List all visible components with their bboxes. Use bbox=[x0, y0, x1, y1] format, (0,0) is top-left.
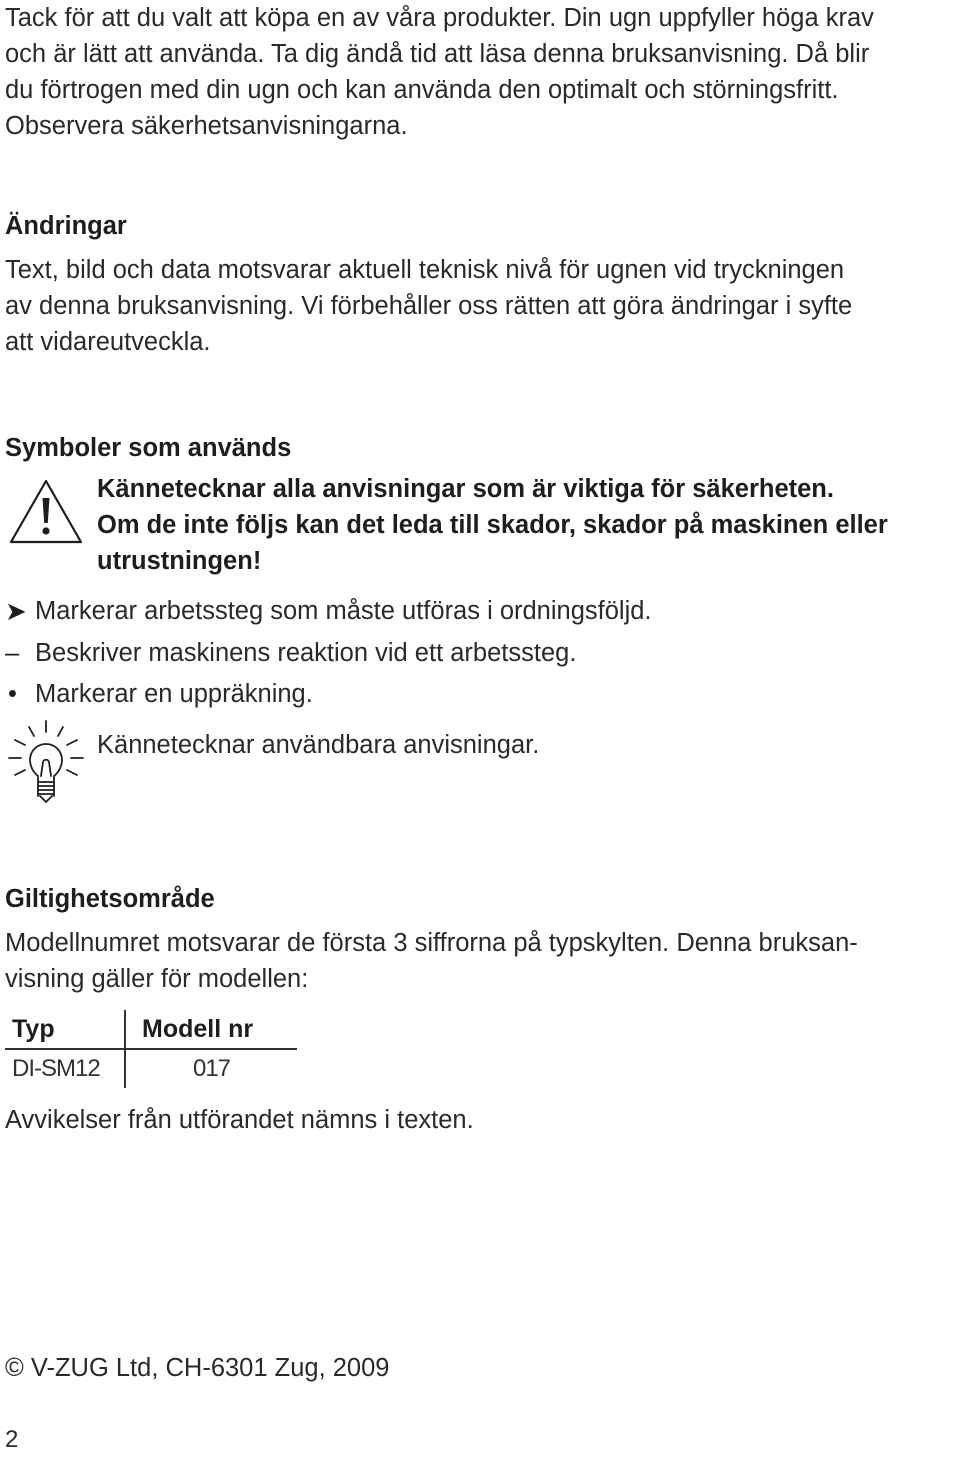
symbol-item-text: Markerar en uppräkning. bbox=[35, 680, 313, 708]
changes-line: Text, bild och data motsvarar aktuell teknisk nivå för ugnen vid tryckningen bbox=[5, 256, 845, 284]
changes-line: av denna bruksanvisning. Vi förbehåller oss rätten att göra ändringar i syfte bbox=[5, 292, 853, 320]
changes-heading: Ändringar bbox=[5, 212, 127, 240]
symbol-item-tip bbox=[97, 727, 539, 763]
copyright-text: © V-ZUG Ltd, CH-6301 Zug, 2009 bbox=[5, 1354, 390, 1382]
tip-text: Kännetecknar användbara anvisningar. bbox=[97, 731, 540, 759]
validity-section bbox=[5, 881, 955, 997]
table-cell-typ: DI-SM12 bbox=[12, 1055, 100, 1082]
table-header-modell: Modell nr bbox=[125, 1010, 297, 1049]
dash-icon: – bbox=[5, 639, 20, 667]
intro-line: du förtrogen med din ugn och kan använda den optimalt och störningsfritt. bbox=[5, 76, 839, 104]
warning-line: utrustningen! bbox=[97, 547, 262, 575]
symbols-section bbox=[5, 430, 955, 466]
table-cell-modell: 017 bbox=[125, 1049, 297, 1088]
symbol-item-arrow bbox=[5, 593, 652, 629]
intro-line: Tack för att du valt att köpa en av våra produkter. Din ugn uppfyller höga krav bbox=[5, 4, 874, 32]
validity-line: visning gäller för modellen: bbox=[5, 965, 309, 993]
table-header-row bbox=[5, 1010, 297, 1049]
table-row bbox=[5, 1049, 297, 1088]
changes-section bbox=[5, 208, 955, 360]
copyright bbox=[5, 1350, 955, 1386]
deviations-text: Avvikelser från utförandet nämns i texten. bbox=[5, 1106, 474, 1134]
symbol-item-bullet bbox=[5, 676, 313, 712]
arrow-icon: ➤ bbox=[5, 596, 27, 626]
bullet-icon: • bbox=[8, 680, 17, 708]
validity-heading: Giltighetsområde bbox=[5, 885, 215, 913]
symbol-item-dash bbox=[5, 635, 576, 671]
lightbulb-icon bbox=[5, 718, 87, 808]
warning-triangle-icon bbox=[8, 478, 84, 546]
symbol-item-text: Markerar arbetssteg som måste utföras i ordningsföljd. bbox=[35, 597, 652, 625]
warning-line: Kännetecknar alla anvisningar som är viktiga för säkerheten. bbox=[97, 475, 834, 503]
changes-line: att vidareutveckla. bbox=[5, 328, 211, 356]
intro-line: och är lätt att använda. Ta dig ändå tid att läsa denna bruksanvisning. Då blir bbox=[5, 40, 870, 68]
warning-line: Om de inte följs kan det leda till skador, skador på maskinen eller bbox=[97, 511, 888, 539]
page-number-text: 2 bbox=[5, 1426, 19, 1453]
intro-line: Observera säkerhetsanvisningarna. bbox=[5, 112, 408, 140]
warning-description bbox=[97, 471, 957, 579]
deviations-note bbox=[5, 1102, 955, 1138]
symbol-item-text: Beskriver maskinens reaktion vid ett arbetssteg. bbox=[35, 639, 577, 667]
table-header-typ: Typ bbox=[5, 1010, 125, 1049]
validity-line: Modellnumret motsvarar de första 3 siffrorna på typskylten. Denna bruksan- bbox=[5, 929, 858, 957]
intro-paragraph bbox=[5, 0, 955, 144]
symbols-heading: Symboler som används bbox=[5, 434, 292, 462]
model-table bbox=[5, 1010, 297, 1088]
